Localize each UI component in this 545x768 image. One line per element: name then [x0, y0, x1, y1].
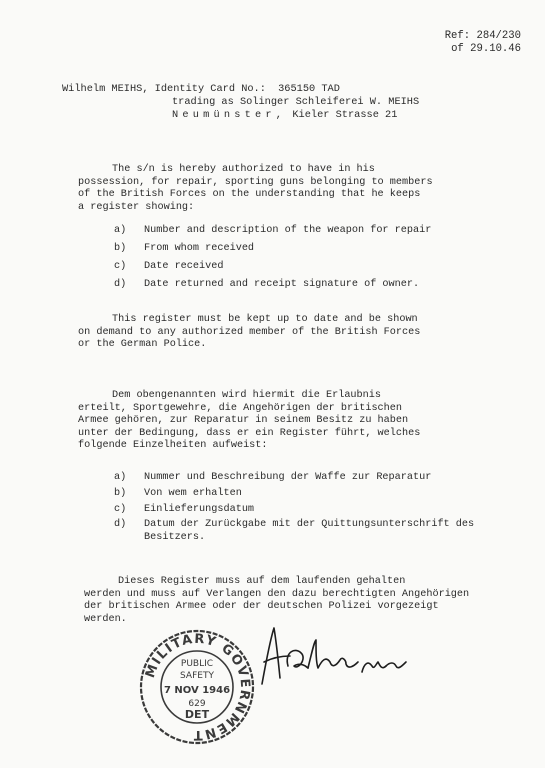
- english-intro-line: The s/n is hereby authorized to have in his: [112, 164, 375, 175]
- german-intro-line: Dem obengenannten wird hiermit die Erlaubnis: [112, 390, 381, 401]
- german-intro-line: erteilt, Sportgewehre, die Angehörigen der britischen: [78, 402, 403, 414]
- list-item: [114, 502, 504, 518]
- military-government-stamp: [138, 628, 256, 746]
- english-intro-line: of the British Forces on the understanding that he keeps: [78, 189, 421, 201]
- list-text: Nummer und Beschreibung der Waffe zur Reparatur: [144, 472, 432, 483]
- english-requirements-list: [114, 222, 431, 294]
- german-intro-paragraph: [78, 390, 420, 453]
- address-line: [172, 109, 397, 122]
- list-marker: d): [114, 519, 127, 530]
- list-marker: a): [114, 225, 127, 236]
- list-item: [114, 240, 431, 258]
- german-intro-line: unter der Bedingung, dass er ein Register führt, welches: [78, 427, 421, 439]
- german-outro-paragraph: [84, 576, 469, 626]
- stamp-line-safety: SAFETY: [180, 671, 214, 681]
- list-text: Number and description of the weapon for repair: [144, 225, 432, 236]
- german-intro-line: Armee gehören, zur Reparatur in seinem Besitz zu haben: [78, 415, 409, 427]
- stamp-det: DET: [184, 708, 210, 721]
- german-intro-line: folgende Einzelheiten aufweist:: [78, 440, 268, 452]
- list-marker: b): [114, 243, 127, 254]
- list-item: [114, 470, 504, 486]
- address-city: Neumünster,: [172, 109, 287, 121]
- list-text: From whom received: [144, 243, 255, 254]
- list-item: [114, 276, 431, 294]
- reference-number: Ref: 284/230: [444, 30, 521, 42]
- list-text: Date returned and receipt signature of owner.: [144, 279, 420, 290]
- handwritten-signature: [250, 622, 410, 692]
- english-intro-paragraph: [78, 164, 433, 214]
- german-outro-line: der britischen Armee oder der deutschen Polizei vorgezeigt: [84, 601, 439, 613]
- english-outro-line: This register must be kept up to date and be shown: [112, 314, 418, 325]
- list-marker: c): [114, 504, 127, 515]
- english-intro-line: a register showing:: [78, 201, 195, 213]
- list-text: Von wem erhalten: [144, 488, 242, 499]
- german-outro-line: werden und muss auf Verlangen den dazu berechtigten Angehörigen: [84, 588, 470, 600]
- list-marker: c): [114, 261, 127, 272]
- list-marker: d): [114, 279, 127, 290]
- list-item: [114, 222, 431, 240]
- list-text: Date received: [144, 261, 224, 272]
- list-item: [114, 518, 504, 544]
- holder-name: Wilhelm MEIHS, Identity Card No.:: [62, 83, 266, 95]
- german-requirements-list: [114, 470, 504, 544]
- stamp-ring-text: MILITARY GOVERNMENT: [142, 631, 253, 743]
- list-marker: a): [114, 472, 127, 483]
- stamp-unit: 629: [188, 699, 206, 709]
- list-item: [114, 258, 431, 276]
- list-text: Einlieferungsdatum: [144, 504, 255, 515]
- address-street: Kieler Strasse 21: [292, 109, 398, 121]
- english-outro-paragraph: [78, 314, 420, 352]
- reference-date: of 29.10.46: [451, 42, 521, 55]
- english-outro-line: or the German Police.: [78, 339, 207, 351]
- english-intro-line: possession, for repair, sporting guns belonging to members: [78, 176, 433, 188]
- list-item: [114, 486, 504, 502]
- list-marker: b): [114, 488, 127, 499]
- stamp-date: 7 NOV 1946: [163, 685, 231, 696]
- trading-line: trading as Solinger Schleiferei W. MEIHS: [172, 96, 420, 108]
- reference-block: [445, 30, 521, 55]
- list-text: Datum der Zurückgabe mit der Quittungsunterschrift des Besitzers.: [144, 519, 475, 543]
- identity-card-number: 365150 TAD: [278, 83, 340, 95]
- holder-name-line: [62, 83, 340, 96]
- english-outro-line: on demand to any authorized member of the British Forces: [78, 326, 421, 338]
- stamp-line-public: PUBLIC: [180, 659, 214, 669]
- german-outro-line: werden.: [84, 613, 127, 625]
- german-outro-line: Dieses Register muss auf dem laufenden gehalten: [118, 576, 406, 587]
